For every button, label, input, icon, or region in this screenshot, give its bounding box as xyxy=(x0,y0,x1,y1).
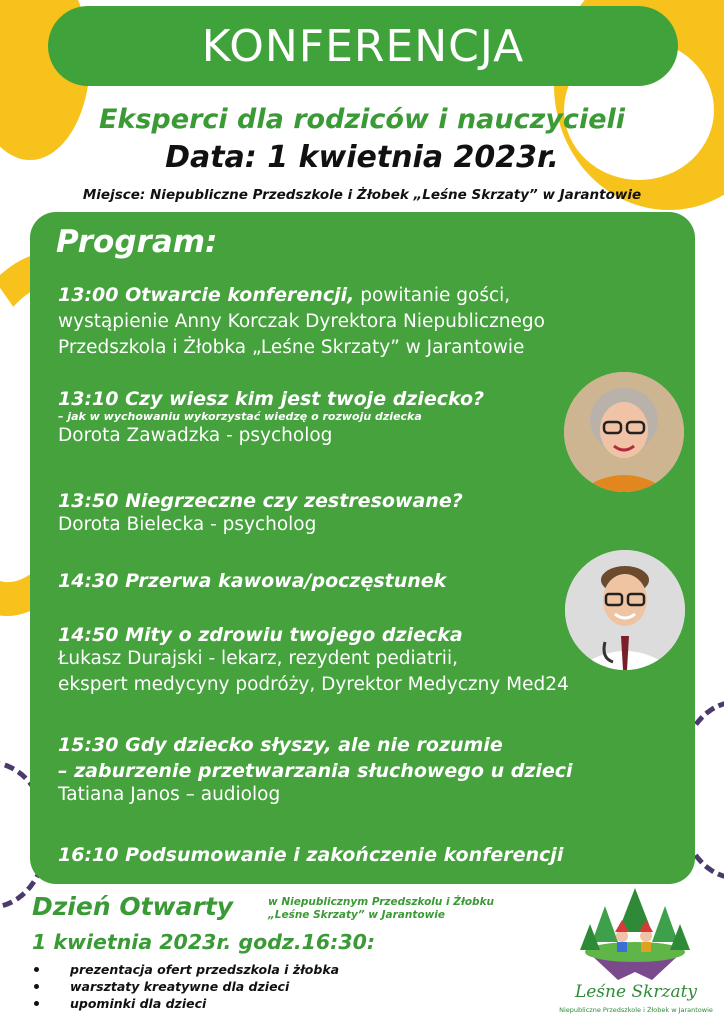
bullet-icon xyxy=(34,967,39,972)
list-item xyxy=(34,979,339,996)
bullet-icon xyxy=(34,984,39,989)
item-speaker: Dorota Zawadzka - psycholog xyxy=(58,425,333,446)
item-head-2: – zaburzenie przetwarzania słuchowego u dzieci xyxy=(58,760,573,782)
page-title: KONFERENCJA xyxy=(201,20,525,72)
conference-place: Miejsce: Niepubliczne Przedszkole i Żłobek „Leśne Skrzaty” w Jarantowie xyxy=(82,187,642,203)
list-item xyxy=(34,962,339,979)
open-day-location-line: w Niepublicznym Przedszkolu i Żłobku xyxy=(268,896,495,908)
bullet-icon xyxy=(34,1001,39,1006)
program-item-break xyxy=(58,570,446,592)
item-line: Przedszkola i Żłobka „Leśne Skrzaty” w Jarantowie xyxy=(58,337,525,358)
logo-name: Leśne Skrzaty xyxy=(574,982,698,1002)
list-item xyxy=(34,996,339,1013)
speaker-photo-man xyxy=(565,550,685,670)
item-head: 14:50 Mity o zdrowiu twojego dziecka xyxy=(58,624,463,646)
list-item-text: prezentacja ofert przedszkola i żłobka xyxy=(70,962,340,977)
open-day-location xyxy=(268,896,494,922)
open-day-list xyxy=(34,962,339,1013)
item-line: Łukasz Durajski - lekarz, rezydent pediatrii, xyxy=(58,648,458,669)
open-day-location-line: „Leśne Skrzaty” w Jarantowie xyxy=(268,909,446,921)
item-head: 14:30 Przerwa kawowa/poczęstunek xyxy=(58,570,447,592)
item-line: wystąpienie Anny Korczak Dyrektora Niepublicznego xyxy=(58,311,545,332)
open-day-datetime: 1 kwietnia 2023r. godz.16:30: xyxy=(32,930,376,954)
forest-island-icon xyxy=(560,880,710,985)
item-line: ekspert medycyny podróży, Dyrektor Medyczny Med24 xyxy=(58,674,569,695)
item-head: 16:10 Podsumowanie i zakończenie konferencji xyxy=(58,844,564,866)
open-day-title: Dzień Otwarty xyxy=(32,892,234,921)
list-item-text: upominki dla dzieci xyxy=(70,996,207,1011)
item-speaker: Dorota Bielecka - psycholog xyxy=(58,514,317,535)
program-title: Program: xyxy=(56,224,218,260)
logo-subtitle: Niepubliczne Przedszkole i Żłobek w Jarantowie xyxy=(559,1006,713,1014)
speaker-photo-woman xyxy=(564,372,684,492)
item-head: 15:30 Gdy dziecko słyszy, ale nie rozumie xyxy=(58,734,503,756)
program-item-summary xyxy=(58,844,563,866)
woman-portrait-icon xyxy=(564,372,684,492)
program-item-opening xyxy=(58,282,545,361)
item-speaker: Tatiana Janos – audiolog xyxy=(58,784,281,805)
item-head: 13:10 Czy wiesz kim jest twoje dziecko? xyxy=(58,388,485,410)
list-item-text: warsztaty kreatywne dla dzieci xyxy=(70,979,290,994)
title-banner xyxy=(48,6,678,86)
doctor-portrait-icon xyxy=(565,550,685,670)
item-head: 13:50 Niegrzeczne czy zestresowane? xyxy=(58,490,463,512)
program-item-hearing xyxy=(58,734,573,808)
subtitle: Eksperci dla rodziców i nauczycieli xyxy=(98,104,626,135)
program-item-stress xyxy=(58,490,463,538)
program-item-health xyxy=(58,624,569,698)
item-head-rest: powitanie gości, xyxy=(354,285,511,306)
program-panel xyxy=(30,212,695,884)
item-head: 13:00 Otwarcie konferencji, xyxy=(58,284,355,306)
conference-date: Data: 1 kwietnia 2023r. xyxy=(165,140,559,175)
program-item-child xyxy=(58,388,484,449)
item-subtitle: – jak w wychowaniu wykorzystać wiedzę o rozwoju dziecka xyxy=(58,410,422,423)
